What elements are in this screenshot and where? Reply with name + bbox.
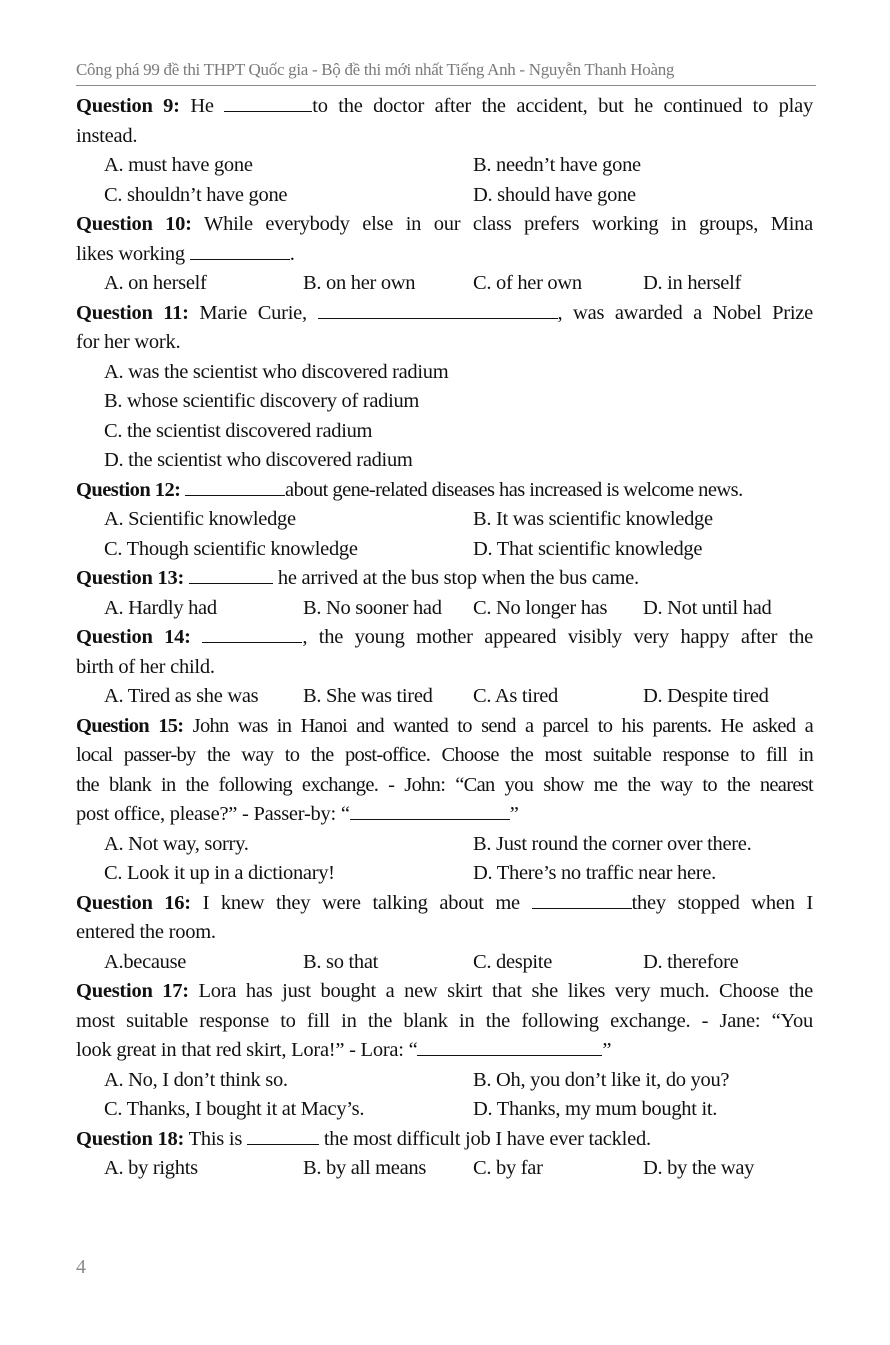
option-b[interactable]: B. whose scientific discovery of radium bbox=[104, 390, 420, 412]
options-row bbox=[76, 505, 813, 535]
option-b[interactable]: B. Just round the corner over there. bbox=[473, 832, 752, 855]
question-stem: Question 15: John was in Hanoi and wanted to send a parcel to his parents. He asked a bbox=[76, 714, 813, 737]
question-18 bbox=[76, 1125, 813, 1184]
question-label: Question 9: bbox=[76, 95, 180, 117]
question-stem-cont: post office, please?” - Passer-by: “ ” bbox=[76, 803, 519, 825]
option-a[interactable]: A. Not way, sorry. bbox=[104, 832, 249, 855]
page-number: 4 bbox=[76, 1256, 86, 1278]
options-row bbox=[76, 830, 813, 860]
header-divider bbox=[76, 85, 816, 86]
question-stem-cont: entered the room. bbox=[76, 921, 216, 943]
option-d[interactable]: D. Not until had bbox=[643, 596, 772, 619]
option-b[interactable]: B. Oh, you don’t like it, do you? bbox=[473, 1068, 730, 1091]
question-17 bbox=[76, 977, 813, 1125]
option-b[interactable]: B. by all means bbox=[303, 1157, 427, 1179]
option-a[interactable]: A. on herself bbox=[104, 272, 207, 294]
options-row bbox=[76, 1154, 813, 1184]
question-stem-cont: local passer-by the way to the post-office. Choose the most suitable response to fill in bbox=[76, 744, 813, 766]
options-row bbox=[76, 859, 813, 889]
question-stem: Question 14: , the young mother appeared visibly very happy after the bbox=[76, 626, 814, 648]
answer-blank bbox=[190, 241, 290, 260]
option-c[interactable]: C. No longer has bbox=[473, 596, 608, 619]
question-label: Question 12: bbox=[76, 478, 181, 501]
answer-blank bbox=[417, 1037, 602, 1056]
option-a[interactable]: A. Scientific knowledge bbox=[104, 508, 296, 530]
options-row bbox=[76, 446, 813, 476]
option-d[interactable]: D. therefore bbox=[643, 950, 739, 973]
option-d[interactable]: D. should have gone bbox=[473, 183, 636, 206]
option-d[interactable]: D. the scientist who discovered radium bbox=[104, 449, 413, 471]
answer-blank bbox=[189, 565, 273, 584]
question-stem: Question 9: He to the doctor after the accident, but he continued to play bbox=[76, 95, 813, 117]
options-row bbox=[76, 181, 813, 211]
option-b[interactable]: B. on her own bbox=[303, 272, 416, 294]
answer-blank bbox=[350, 801, 510, 820]
option-d[interactable]: D. Thanks, my mum bought it. bbox=[473, 1098, 718, 1120]
question-stem-cont: instead. bbox=[76, 124, 138, 147]
question-13 bbox=[76, 564, 813, 623]
question-stem-cont: most suitable response to fill in the blank in the following exchange. - Jane: “You bbox=[76, 1009, 813, 1032]
options-row bbox=[76, 417, 813, 447]
question-stem-cont: likes working . bbox=[76, 242, 295, 265]
question-label: Question 13: bbox=[76, 567, 185, 589]
option-d[interactable]: D. There’s no traffic near here. bbox=[473, 862, 716, 884]
running-header: Công phá 99 đề thi THPT Quốc gia - Bộ đề thi mới nhất Tiếng Anh - Nguyễn Thanh Hoàng bbox=[76, 60, 675, 79]
option-b[interactable]: B. She was tired bbox=[303, 685, 433, 707]
option-c[interactable]: C. Though scientific knowledge bbox=[104, 537, 358, 560]
option-c[interactable]: C. despite bbox=[473, 950, 552, 973]
option-a[interactable]: A. must have gone bbox=[104, 154, 253, 176]
option-c[interactable]: C. the scientist discovered radium bbox=[104, 419, 373, 442]
options-row bbox=[76, 594, 813, 624]
option-d[interactable]: D. in herself bbox=[643, 272, 741, 294]
option-a[interactable]: A.because bbox=[104, 950, 187, 973]
options-row bbox=[76, 151, 813, 181]
question-label: Question 11: bbox=[76, 301, 189, 324]
question-stem: Question 16: I knew they were talking about me they stopped when I bbox=[76, 891, 813, 914]
option-b[interactable]: B. No sooner had bbox=[303, 596, 442, 619]
options-row bbox=[76, 358, 813, 388]
options-row bbox=[76, 1095, 813, 1125]
option-a[interactable]: A. No, I don’t think so. bbox=[104, 1068, 288, 1091]
question-stem: Question 13: he arrived at the bus stop when the bus came. bbox=[76, 567, 639, 589]
question-12 bbox=[76, 476, 813, 565]
question-14 bbox=[76, 623, 813, 712]
answer-blank bbox=[185, 477, 285, 496]
question-stem: Question 18: This is the most difficult job I have ever tackled. bbox=[76, 1127, 651, 1150]
option-b[interactable]: B. needn’t have gone bbox=[473, 154, 641, 176]
option-d[interactable]: D. by the way bbox=[643, 1157, 755, 1179]
answer-blank bbox=[202, 624, 302, 643]
option-c[interactable]: C. Look it up in a dictionary! bbox=[104, 862, 335, 884]
question-stem: Question 12: about gene-related diseases has increased is welcome news. bbox=[76, 478, 743, 501]
option-c[interactable]: C. of her own bbox=[473, 272, 582, 294]
options-row bbox=[76, 535, 813, 565]
question-15 bbox=[76, 712, 813, 889]
option-a[interactable]: A. by rights bbox=[104, 1157, 198, 1179]
question-11 bbox=[76, 299, 813, 476]
answer-blank bbox=[247, 1126, 319, 1145]
question-stem: Question 17: Lora has just bought a new skirt that she likes very much. Choose the bbox=[76, 980, 813, 1002]
question-label: Question 10: bbox=[76, 213, 192, 235]
option-c[interactable]: C. by far bbox=[473, 1157, 543, 1179]
option-c[interactable]: C. As tired bbox=[473, 685, 558, 707]
options-row bbox=[76, 948, 813, 978]
question-stem: Question 11: Marie Curie, , was awarded a Nobel Prize bbox=[76, 301, 813, 324]
option-c[interactable]: C. shouldn’t have gone bbox=[104, 183, 288, 206]
answer-blank bbox=[224, 93, 312, 112]
option-a[interactable]: A. Tired as she was bbox=[104, 685, 259, 707]
option-a[interactable]: A. Hardly had bbox=[104, 596, 217, 619]
option-d[interactable]: D. Despite tired bbox=[643, 685, 769, 707]
option-b[interactable]: B. so that bbox=[303, 950, 379, 973]
question-label: Question 16: bbox=[76, 891, 191, 914]
question-label: Question 18: bbox=[76, 1127, 185, 1150]
option-b[interactable]: B. It was scientific knowledge bbox=[473, 508, 713, 530]
answer-blank bbox=[318, 300, 558, 319]
question-list bbox=[76, 92, 813, 1184]
question-16 bbox=[76, 889, 813, 978]
question-9 bbox=[76, 92, 813, 210]
question-label: Question 14: bbox=[76, 626, 191, 648]
question-stem-cont: look great in that red skirt, Lora!” - Lora: “ ” bbox=[76, 1039, 612, 1061]
option-a[interactable]: A. was the scientist who discovered radium bbox=[104, 360, 449, 383]
options-row bbox=[76, 1066, 813, 1096]
answer-blank bbox=[532, 890, 632, 909]
options-row bbox=[76, 387, 813, 417]
question-label: Question 17: bbox=[76, 980, 189, 1002]
question-stem: Question 10: While everybody else in our class prefers working in groups, Mina bbox=[76, 213, 813, 235]
option-d[interactable]: D. That scientific knowledge bbox=[473, 537, 703, 560]
question-stem-cont: birth of her child. bbox=[76, 655, 215, 678]
question-stem-cont: for her work. bbox=[76, 331, 181, 353]
question-10 bbox=[76, 210, 813, 299]
options-row bbox=[76, 269, 813, 299]
question-stem-cont: the blank in the following exchange. - John: “Can you show me the way to the nearest bbox=[76, 773, 813, 796]
question-label: Question 15: bbox=[76, 714, 184, 737]
option-c[interactable]: C. Thanks, I bought it at Macy’s. bbox=[104, 1098, 365, 1120]
options-row bbox=[76, 682, 813, 712]
